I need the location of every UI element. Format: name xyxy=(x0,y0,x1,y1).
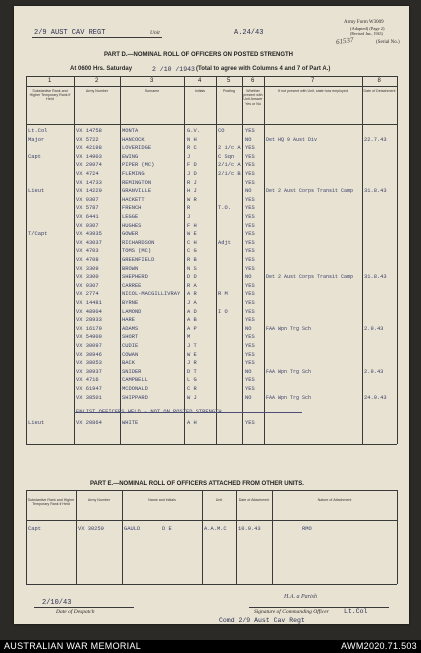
roll-cell-present: YES xyxy=(245,231,255,238)
part-e-column-rule xyxy=(397,490,398,584)
roll-cell-init: W R xyxy=(187,196,197,203)
roll-cell-present: YES xyxy=(245,291,255,298)
roll-cell-present: YES xyxy=(245,222,255,229)
column-header: Whether present with Unit Answer Yes or No xyxy=(243,89,263,106)
roll-cell-surname: GRANVILLE xyxy=(122,188,152,195)
part-e-column-header: Nature of Attachment xyxy=(317,498,352,502)
roll-cell-present: YES xyxy=(245,308,255,315)
roll-cell-init: R C xyxy=(187,145,197,152)
part-e-cell-unit: A.A.M.C xyxy=(204,526,227,532)
roll-cell-date: 2.9.43 xyxy=(364,325,384,332)
roll-cell-num: VX 29974 xyxy=(76,162,102,169)
column-header: Initials xyxy=(194,89,206,93)
roll-cell-init: D D xyxy=(187,274,197,281)
table-column-rule xyxy=(264,76,265,444)
roll-cell-present: YES xyxy=(245,300,255,306)
roll-cell-rank: Lieut xyxy=(28,188,45,195)
roll-cell-init: W E xyxy=(187,231,197,238)
table-column-rule xyxy=(74,76,75,444)
despatch-date: 2/10/43 xyxy=(42,599,72,607)
roll-cell-present: YES xyxy=(245,153,255,160)
roll-cell-date: 31.8.43 xyxy=(364,188,387,195)
strike-through xyxy=(74,412,302,413)
roll-cell-employed: FAA Wpn Trg Sch xyxy=(266,325,312,332)
part-e-top-rule xyxy=(26,490,397,491)
roll-cell-employed: Det HQ 9 Aust Div xyxy=(266,136,318,143)
form-revised: (Revised Jan., 1943) xyxy=(350,31,383,36)
column-number: 8 xyxy=(377,78,381,84)
roll-cell-present: YES xyxy=(245,162,255,169)
roll-cell-num: VX 5722 xyxy=(76,136,99,143)
roll-cell-present: YES xyxy=(245,145,255,152)
roll-cell-init: J xyxy=(187,214,191,220)
table-column-rule xyxy=(26,76,27,444)
roll-cell-num: VX 38053 xyxy=(76,360,102,367)
roll-cell-num: VX 42198 xyxy=(76,145,102,152)
roll-cell-surname: EWING xyxy=(122,153,139,160)
column-number: 5 xyxy=(227,78,231,84)
roll-cell-num: VX 16170 xyxy=(76,325,102,332)
roll-cell-surname: FRENCH xyxy=(122,205,142,212)
despatch-underline xyxy=(34,607,134,608)
part-e-cell-date: 10.9.43 xyxy=(238,526,261,532)
column-header: Posting xyxy=(223,89,235,93)
table-column-rule xyxy=(242,76,243,444)
table-number-rule xyxy=(26,86,397,87)
part-e-column-header: Substantive Rank and Higher Temporary Rank if Held xyxy=(27,498,75,507)
despatch-label: Date of Despatch xyxy=(56,609,95,615)
roll-cell-num: VX 3309 xyxy=(76,265,99,272)
part-e-cell-init: D E xyxy=(162,526,172,532)
roll-cell-surname: HACKETT xyxy=(122,196,145,203)
part-e-column-rule xyxy=(122,490,123,584)
at-line-date: 2 /10 /1943 xyxy=(152,66,195,73)
extra-cell-init: A H xyxy=(187,419,197,426)
roll-cell-present: NO xyxy=(245,368,252,375)
roll-cell-rank: Capt xyxy=(28,153,41,160)
roll-cell-num: VX 4708 xyxy=(76,257,99,263)
roll-cell-surname: CAMPBELL xyxy=(122,377,148,384)
roll-cell-present: YES xyxy=(245,282,255,289)
roll-cell-init: D T xyxy=(187,368,197,375)
roll-cell-present: YES xyxy=(245,386,255,392)
part-e-cell-rank: Capt xyxy=(28,526,41,532)
column-number: 7 xyxy=(311,78,315,84)
rank-typed: Lt.Col xyxy=(344,608,368,615)
roll-cell-post: I O xyxy=(218,308,228,315)
form-ref-typed: A.24/43 xyxy=(234,29,264,37)
roll-cell-present: YES xyxy=(245,343,255,349)
roll-cell-employed: Det 2 Aust Corps Transit Camp xyxy=(266,188,354,195)
roll-cell-init: W J xyxy=(187,394,197,401)
extra-cell-present: YES xyxy=(245,419,255,426)
roll-cell-present: NO xyxy=(245,188,252,195)
part-e-column-header: Name and Initials xyxy=(148,498,176,502)
part-e-title: PART E.—NOMINAL ROLL OF OFFICERS ATTACHED FROM OTHER UNITS. xyxy=(90,481,304,487)
part-e-cell-nature: RMO xyxy=(302,526,312,532)
roll-cell-init: N S xyxy=(187,265,197,272)
part-e-bottom-rule xyxy=(26,584,397,585)
roll-cell-init: C H xyxy=(187,239,197,246)
part-e-column-header: Unit xyxy=(215,498,223,502)
roll-cell-surname: CARREE xyxy=(122,282,142,289)
roll-cell-surname: NICOL-MACGILLIVRAY xyxy=(122,291,181,298)
column-header: Army Number xyxy=(85,89,109,93)
roll-cell-init: H J xyxy=(187,188,197,195)
extra-cell-num: VX 20864 xyxy=(76,419,102,426)
roll-cell-init: C R xyxy=(187,386,197,392)
part-e-column-rule xyxy=(202,490,203,584)
caption-left: AUSTRALIAN WAR MEMORIAL xyxy=(4,641,142,651)
roll-cell-present: NO xyxy=(245,274,252,281)
roll-cell-present: YES xyxy=(245,334,255,341)
part-e-cell-num: VX 30250 xyxy=(78,526,104,532)
column-number: 2 xyxy=(95,78,99,84)
part-e-column-rule xyxy=(236,490,237,584)
roll-cell-post: R M xyxy=(218,291,228,298)
roll-cell-present: YES xyxy=(245,265,255,272)
roll-cell-surname: ADAMS xyxy=(122,325,139,332)
roll-cell-surname: MONTA xyxy=(122,128,139,134)
roll-cell-surname: COWAN xyxy=(122,351,139,358)
part-d-title: PART D.—NOMINAL ROLL OF OFFICERS ON POSTED STRENGTH xyxy=(104,52,294,58)
column-number: 4 xyxy=(198,78,202,84)
roll-cell-surname: SHORT xyxy=(122,334,139,341)
roll-cell-num: VX 9307 xyxy=(76,222,99,229)
column-number: 3 xyxy=(150,78,154,84)
part-e-column-header: Date of Attachment xyxy=(238,498,270,502)
roll-cell-init: F D xyxy=(187,162,197,169)
roll-cell-surname: LEGGE xyxy=(122,214,139,220)
part-e-header-rule xyxy=(26,520,397,521)
serial-label: (Serial No.) xyxy=(376,40,400,45)
roll-cell-num: VX 14903 xyxy=(76,153,102,160)
roll-cell-employed: FAA Wpn Trg Sch xyxy=(266,394,312,401)
roll-cell-rank: T/Capt xyxy=(28,231,48,238)
roll-cell-surname: SHEPHERD xyxy=(122,274,148,281)
form-adapted: (Adapted) (Page 2) xyxy=(350,26,385,31)
roll-cell-present: YES xyxy=(245,239,255,246)
roll-cell-surname: HARE xyxy=(122,317,135,324)
roll-cell-surname: BACK xyxy=(122,360,135,367)
roll-cell-num: VX 14733 xyxy=(76,179,102,186)
roll-cell-present: YES xyxy=(245,171,255,177)
roll-cell-present: YES xyxy=(245,128,255,134)
roll-cell-init: J T xyxy=(187,343,197,349)
unit-typed: 2/9 AUST CAV REGT xyxy=(34,29,106,37)
roll-cell-present: NO xyxy=(245,325,252,332)
roll-cell-post: 2/i/c A xyxy=(218,162,241,169)
column-number: 1 xyxy=(48,78,52,84)
table-column-rule xyxy=(397,76,398,444)
roll-cell-num: VX 5787 xyxy=(76,205,99,212)
signature-label: Signature of Commanding Officer xyxy=(254,609,329,615)
roll-cell-init: L G xyxy=(187,377,197,384)
roll-cell-present: YES xyxy=(245,377,255,384)
table-top-rule xyxy=(26,76,397,77)
roll-cell-num: VX 30946 xyxy=(76,351,102,358)
roll-cell-init: W E xyxy=(187,351,197,358)
roll-cell-init: J xyxy=(187,153,191,160)
roll-cell-surname: CUDIE xyxy=(122,343,139,349)
roll-cell-surname: TOMS (MC) xyxy=(122,248,152,255)
roll-cell-surname: HUGHES xyxy=(122,222,142,229)
roll-cell-init: N H xyxy=(187,136,197,143)
roll-cell-init: J D xyxy=(187,171,197,177)
roll-cell-num: VX 3300 xyxy=(76,274,99,281)
roll-cell-num: VX 54900 xyxy=(76,334,102,341)
roll-cell-present: NO xyxy=(245,394,252,401)
roll-cell-num: VX 28933 xyxy=(76,317,102,324)
roll-cell-post: 2 i/c A xyxy=(218,145,241,152)
roll-cell-init: R A xyxy=(187,282,197,289)
caption-bar xyxy=(0,640,421,653)
roll-cell-present: YES xyxy=(245,360,255,367)
part-e-cell-name: GAULD xyxy=(124,526,141,532)
roll-cell-surname: GREENFIELD xyxy=(122,257,155,263)
extra-cell-rank: Lieut xyxy=(28,419,45,426)
roll-cell-num: VX 43935 xyxy=(76,231,102,238)
handwritten-ref: 61537 xyxy=(335,35,354,47)
at-line-post: (Total to agree with Columns 4 and 7 of Part A.) xyxy=(196,66,331,72)
roll-cell-rank: Lt.Col xyxy=(28,128,48,134)
roll-cell-present: YES xyxy=(245,317,255,324)
roll-cell-init: J A xyxy=(187,300,197,306)
roll-cell-surname: LOVERIDGE xyxy=(122,145,152,152)
column-header: Surname xyxy=(144,89,160,93)
roll-cell-post: 2/i/c B xyxy=(218,171,241,177)
table-column-rule xyxy=(120,76,121,444)
roll-cell-surname: BYRNE xyxy=(122,300,139,306)
roll-cell-date: 24.9.43 xyxy=(364,394,387,401)
roll-cell-num: VX 9307 xyxy=(76,282,99,289)
roll-cell-surname: SHIPPARD xyxy=(122,394,148,401)
roll-cell-init: C G xyxy=(187,248,197,255)
part-e-column-header: Army Number xyxy=(87,498,111,502)
roll-cell-num: VX 4716 xyxy=(76,377,99,384)
roll-cell-init: A D xyxy=(187,308,197,315)
comd-typed: Comd 2/9 Aust Cav Regt xyxy=(219,617,305,624)
roll-cell-surname: LAMOND xyxy=(122,308,142,315)
roll-cell-date: 22.7.43 xyxy=(364,136,387,143)
unit-label: Unit xyxy=(150,30,160,36)
roll-cell-post: CO xyxy=(218,128,225,134)
roll-cell-post: T.O. xyxy=(218,205,231,212)
roll-cell-post: Adjt xyxy=(218,239,231,246)
roll-cell-num: VX 4724 xyxy=(76,171,99,177)
roll-cell-present: YES xyxy=(245,196,255,203)
roll-cell-employed: Det 2 Aust Corps Transit Camp xyxy=(266,274,354,281)
roll-cell-init: G.V. xyxy=(187,128,200,134)
roll-cell-surname: GOWER xyxy=(122,231,139,238)
roll-cell-init: A B xyxy=(187,317,197,324)
roll-cell-date: 2.9.43 xyxy=(364,368,384,375)
form-number: Army Form W3009 xyxy=(344,20,384,25)
roll-cell-post: C Sqn xyxy=(218,153,235,160)
signature-scrawl: H.A. a Parish xyxy=(284,594,317,600)
column-header: Date of Detachment xyxy=(363,89,396,93)
roll-cell-surname: PIPER (MC) xyxy=(122,162,155,169)
column-header: Substantive Rank and Higher Temporary Rank if Held xyxy=(29,89,71,102)
roll-cell-employed: FAA Wpn Trg Sch xyxy=(266,368,312,375)
table-column-rule xyxy=(362,76,363,444)
part-e-column-rule xyxy=(272,490,273,584)
roll-cell-present: YES xyxy=(245,257,255,263)
document-page xyxy=(14,6,409,624)
roll-cell-date: 31.8.43 xyxy=(364,274,387,281)
roll-cell-init: J R xyxy=(187,360,197,367)
roll-cell-init: F H xyxy=(187,222,197,229)
roll-cell-init: M xyxy=(187,334,191,341)
column-number: 6 xyxy=(251,78,255,84)
roll-cell-num: VX 2774 xyxy=(76,291,99,298)
roll-cell-init: A R xyxy=(187,291,197,298)
roll-cell-init: R J xyxy=(187,179,197,186)
roll-cell-num: VX 14220 xyxy=(76,188,102,195)
roll-cell-init: A P xyxy=(187,325,197,332)
roll-cell-num: VX 9307 xyxy=(76,196,99,203)
column-header: If not present with Unit, state how employed xyxy=(278,89,348,93)
roll-cell-surname: RICHARDSON xyxy=(122,239,155,246)
extra-cell-surname: WHITE xyxy=(122,419,139,426)
roll-cell-init: R B xyxy=(187,257,197,263)
at-line-pre: At 0600 Hrs. Saturday xyxy=(70,66,133,72)
roll-cell-surname: MCDONALD xyxy=(122,386,148,392)
roll-cell-num: VX 14481 xyxy=(76,300,102,306)
roll-cell-surname: SNIDER xyxy=(122,368,142,375)
roll-cell-present: YES xyxy=(245,214,255,220)
roll-cell-present: YES xyxy=(245,351,255,358)
roll-cell-init: R xyxy=(187,205,191,212)
roll-cell-surname: REMINGTON xyxy=(122,179,152,186)
unit-underline xyxy=(32,37,162,38)
roll-cell-num: VX 6441 xyxy=(76,214,99,220)
part-e-column-rule xyxy=(76,490,77,584)
roll-cell-surname: HANCOCK xyxy=(122,136,145,143)
roll-cell-num: VX 14758 xyxy=(76,128,102,134)
signature-underline xyxy=(249,607,389,608)
caption-right: AWM2020.71.503 xyxy=(341,641,417,651)
table-bottom-rule xyxy=(26,444,397,445)
roll-cell-num: VX 38501 xyxy=(76,394,102,401)
roll-cell-surname: FLEMING xyxy=(122,171,145,177)
roll-cell-num: VX 30937 xyxy=(76,368,102,375)
roll-cell-present: YES xyxy=(245,205,255,212)
roll-cell-num: VX 4703 xyxy=(76,248,99,255)
roll-cell-num: VX 43037 xyxy=(76,239,102,246)
roll-cell-rank: Major xyxy=(28,136,45,143)
roll-cell-present: YES xyxy=(245,248,255,255)
table-column-rule xyxy=(216,76,217,444)
table-column-rule xyxy=(184,76,185,444)
roll-cell-num: VX 30097 xyxy=(76,343,102,349)
table-header-rule xyxy=(26,124,397,125)
roll-cell-num: VX 61947 xyxy=(76,386,102,392)
roll-cell-num: VX 48904 xyxy=(76,308,102,315)
roll-cell-present: NO xyxy=(245,136,252,143)
roll-cell-surname: BROWN xyxy=(122,265,139,272)
roll-cell-present: YES xyxy=(245,179,255,186)
